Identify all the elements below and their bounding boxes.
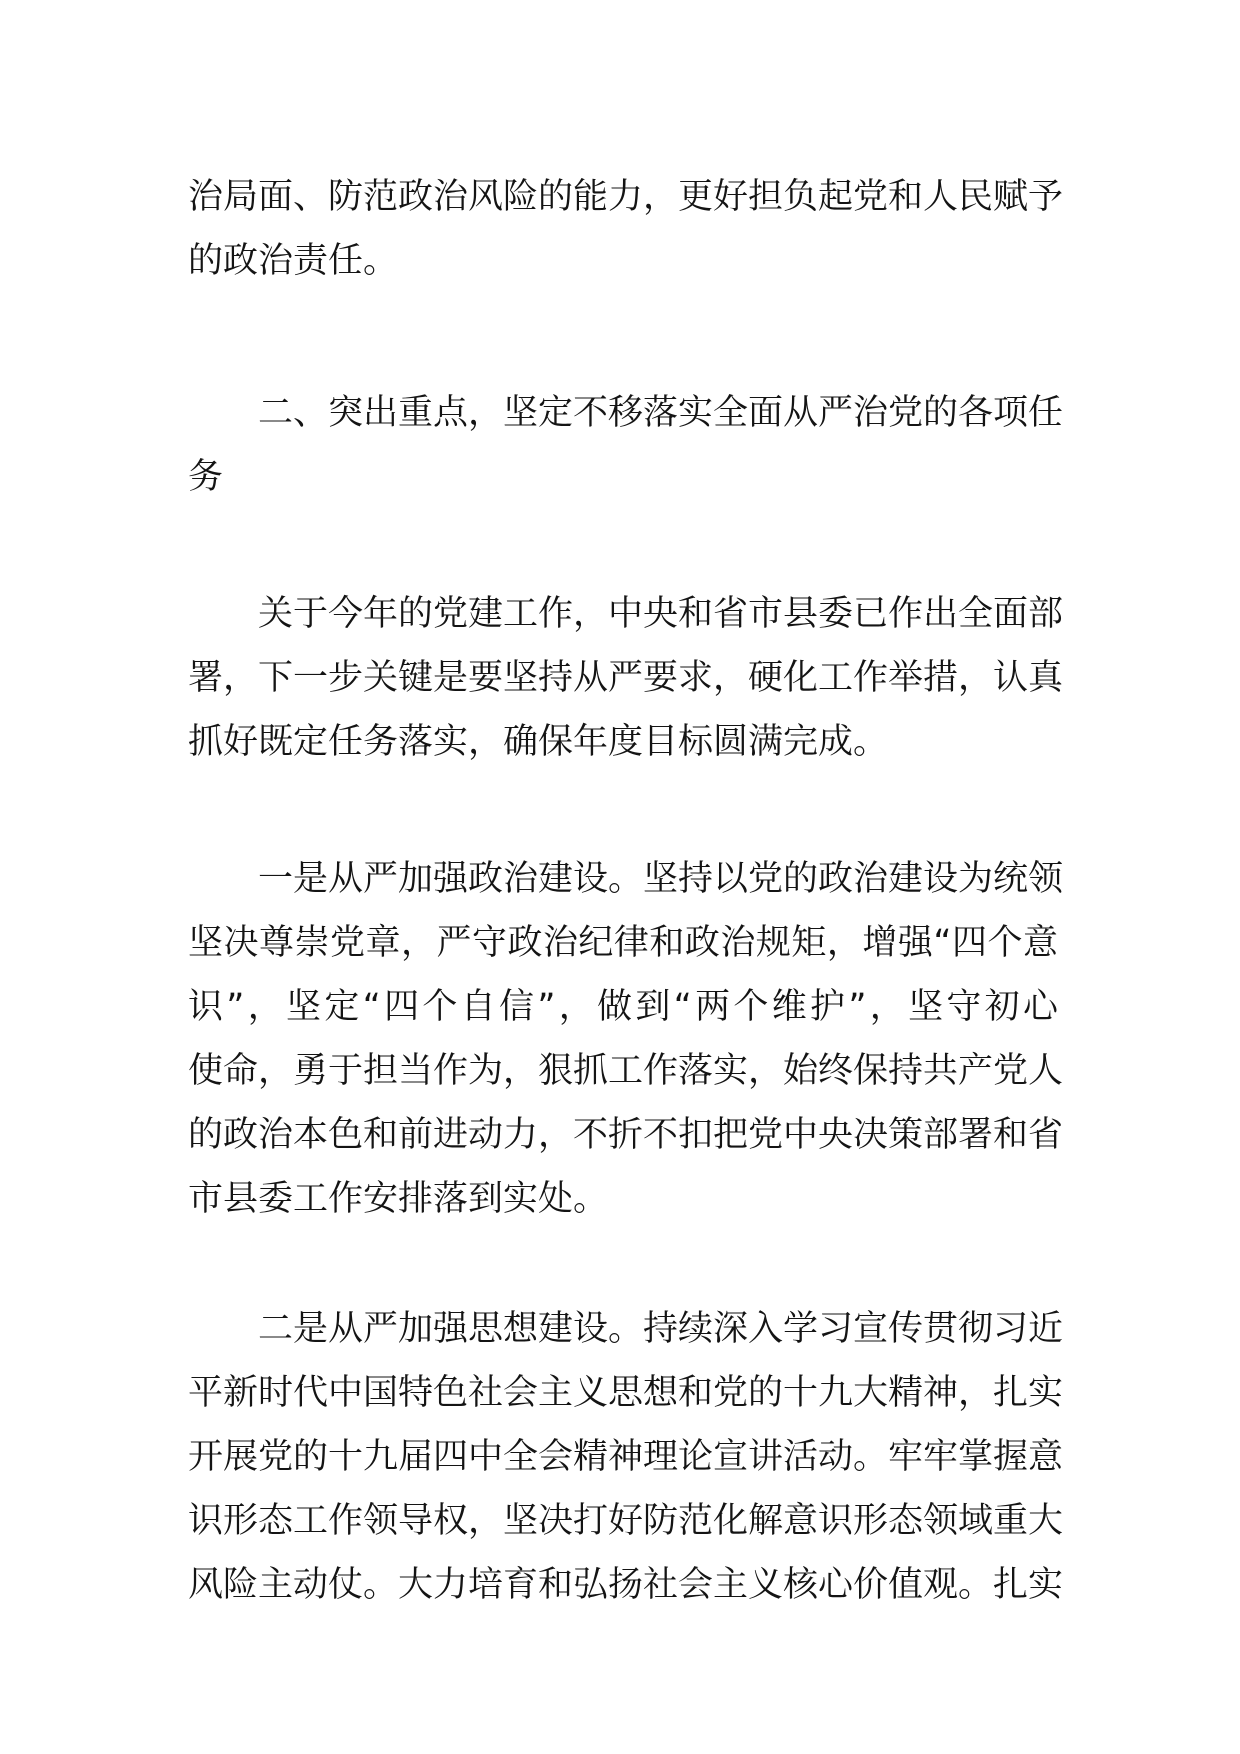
paragraph-party-building (188, 582, 1064, 774)
section-heading (188, 381, 1064, 509)
text-line: 坚决尊崇党章，严守政治纪律和政治规矩，增强“四个意 (188, 923, 1058, 963)
text-line: 识形态工作领导权，坚决打好防范化解意识形态领域重大 (188, 1501, 1064, 1541)
text-line: 识”，坚定“四个自信”，做到“两个维护”，坚守初心 (188, 987, 1058, 1027)
text-line: 抓好既定任务落实，确保年度目标圆满完成。 (188, 722, 889, 762)
text-line: 关于今年的党建工作，中央和省市县委已作出全面部 (258, 594, 1064, 634)
text-line: 的政治责任。 (188, 241, 399, 281)
text-line: 使命，勇于担当作为，狠抓工作落实，始终保持共产党人 (188, 1051, 1064, 1091)
text-line: 治局面、防范政治风险的能力，更好担负起党和人民赋予 (188, 177, 1064, 217)
paragraph-political-construction (188, 847, 1064, 1231)
paragraph-continuation (188, 165, 1064, 293)
paragraph-ideological-construction (188, 1297, 1064, 1617)
text-line: 市县委工作安排落到实处。 (188, 1179, 609, 1219)
text-line: 平新时代中国特色社会主义思想和党的十九大精神，扎实 (188, 1373, 1064, 1413)
text-line: 务 (188, 457, 224, 497)
text-line: 一是从严加强政治建设。坚持以党的政治建设为统领 (258, 859, 1064, 899)
text-line: 开展党的十九届四中全会精神理论宣讲活动。牢牢掌握意 (188, 1437, 1064, 1477)
text-line: 二、突出重点，坚定不移落实全面从严治党的各项任 (258, 393, 1064, 433)
text-line: 二是从严加强思想建设。持续深入学习宣传贯彻习近 (258, 1309, 1064, 1349)
text-line: 署，下一步关键是要坚持从严要求，硬化工作举措，认真 (188, 658, 1064, 698)
text-line: 风险主动仗。大力培育和弘扬社会主义核心价值观。扎实 (188, 1565, 1064, 1605)
text-line: 的政治本色和前进动力，不折不扣把党中央决策部署和省 (188, 1115, 1064, 1155)
